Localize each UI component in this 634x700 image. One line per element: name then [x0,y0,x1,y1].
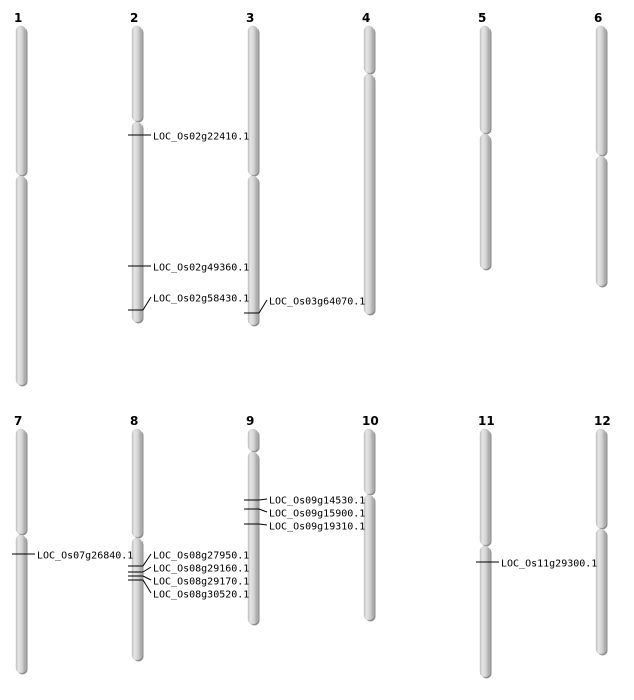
chromosome-arm-long [16,176,28,387]
gene-connector [143,297,151,310]
chromosome-arm-long [132,122,144,324]
chromosome-arm-long [480,134,492,271]
chromosome-4 [362,11,376,316]
chromosome-number: 2 [130,11,139,25]
gene-connector [143,554,151,566]
gene-connector [143,567,151,572]
chromosome-arm-short [364,429,376,496]
gene-label: LOC_Os07g26840.1 [37,550,134,562]
gene-label: LOC_Os02g58430.1 [153,293,250,305]
gene-label: LOC_Os02g49360.1 [153,262,250,274]
gene-label: LOC_Os09g19310.1 [269,521,366,533]
chromosome-arm-short [132,429,144,539]
chromosome-12 [594,414,611,656]
chromosome-arm-long [248,452,260,626]
gene-marker [244,496,365,507]
chromosome-number: 12 [594,414,611,428]
gene-label: LOC_Os08g30520.1 [153,589,250,601]
chromosome-arm-short [480,429,492,547]
gene-label: LOC_Os09g14530.1 [269,495,366,507]
chromosome-number: 11 [478,414,495,428]
gene-label: LOC_Os08g29160.1 [153,563,250,575]
chromosome-8 [130,414,144,662]
gene-connector [259,499,267,500]
gene-connector [259,524,267,525]
gene-connector [259,300,267,313]
chromosome-number: 8 [130,414,139,428]
gene-connector [259,509,267,512]
gene-marker [12,551,133,562]
gene-marker [128,564,249,575]
chromosome-arm-long [480,546,492,679]
gene-marker [244,522,365,533]
chromosome-2 [130,11,144,324]
gene-marker [128,294,249,311]
chromosome-number: 1 [14,11,23,25]
chromosome-arm-long [596,529,608,656]
chromosome-arm-short [248,429,260,453]
gene-label: LOC_Os03g64070.1 [269,296,366,308]
gene-label: LOC_Os08g27950.1 [153,550,250,562]
chromosome-number: 10 [362,414,379,428]
gene-label: LOC_Os08g29170.1 [153,576,250,588]
chromosome-arm-short [480,26,492,135]
chromosome-arm-short [248,26,260,177]
chromosome-arm-long [596,156,608,288]
chromosome-6 [594,11,608,288]
chromosome-arm-long [132,538,144,662]
gene-connector [143,576,151,580]
chromosome-arm-long [248,176,260,327]
gene-label: LOC_Os09g15900.1 [269,508,366,520]
chromosome-number: 3 [246,11,255,25]
chromosome-number: 4 [362,11,371,25]
chromosome-arm-long [364,74,376,316]
chromosome-arm-short [596,429,608,530]
chromosome-number: 6 [594,11,603,25]
chromosome-number: 9 [246,414,255,428]
gene-label: LOC_Os11g29300.1 [501,558,598,570]
gene-marker [128,263,249,274]
chromosome-arm-short [16,26,28,177]
gene-marker [476,559,597,570]
chromosome-7 [14,414,28,675]
gene-connector [143,580,151,593]
chromosome-number: 5 [478,11,487,25]
gene-marker [244,297,365,314]
chromosome-arm-short [132,26,144,123]
chromosome-arm-long [16,535,28,675]
chromosome-arm-short [16,429,28,536]
chromosome-arm-short [596,26,608,157]
chromosome-arm-long [364,495,376,622]
chromosome-arm-short [364,26,376,75]
chromosome-3 [246,11,260,327]
gene-label: LOC_Os02g22410.1 [153,131,250,143]
chromosome-11 [478,414,495,679]
chromosome-number: 7 [14,414,23,428]
chromosome-5 [478,11,492,271]
chromosome-1 [14,11,28,387]
gene-marker [128,132,249,143]
gene-marker [244,509,365,520]
